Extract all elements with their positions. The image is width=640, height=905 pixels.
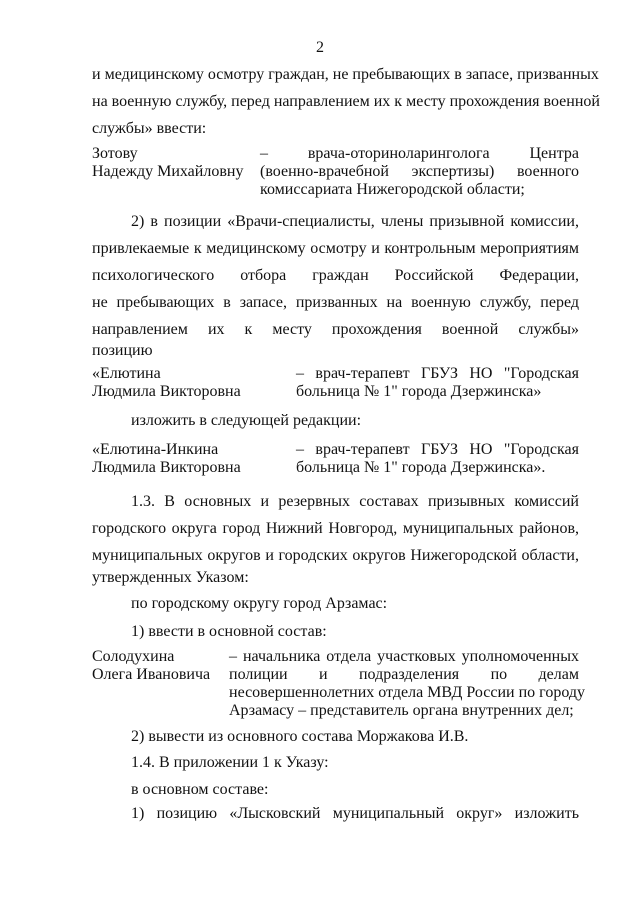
person-name: Людмила Викторовна <box>92 383 241 400</box>
position-text: полиции и подразделения по делам <box>229 666 579 683</box>
text-line: на военную службу, перед направлением их к месту прохождения военной <box>92 93 600 110</box>
person-name: Олега Ивановича <box>92 666 211 683</box>
text-line: психологического отбора граждан Российской Федерации, <box>92 267 579 284</box>
person-name: Людмила Викторовна <box>92 459 241 476</box>
text-line: службы» ввести: <box>92 120 207 137</box>
position-text: – врач-терапевт ГБУЗ НО "Городская <box>296 441 579 458</box>
text-line: городского округа город Нижний Новгород, муниципальных районов, <box>92 520 579 537</box>
person-name: Солодухина <box>92 648 175 665</box>
text-line: 1) позицию «Лысковский муниципальный округ» изложить <box>131 805 579 822</box>
text-line: не пребывающих в запасе, призванных на военную службу, перед <box>92 294 579 311</box>
position-text: больница № 1" города Дзержинска». <box>296 459 546 476</box>
text-line: в основном составе: <box>131 781 269 798</box>
position-text: больница № 1" города Дзержинска» <box>296 383 542 400</box>
position-text: (военно-врачебной экспертизы) военного <box>260 163 579 180</box>
text-line: 2) в позиции «Врачи-специалисты, члены призывной комиссии, <box>131 213 579 230</box>
text-line: 1.4. В приложении 1 к Указу: <box>131 754 329 771</box>
text-line: привлекаемые к медицинскому осмотру и контрольным мероприятиям <box>92 240 579 257</box>
person-name: Зотову <box>92 145 138 162</box>
position-text: несовершеннолетних отдела МВД России по городу <box>229 684 585 701</box>
person-name: Надежду Михайловну <box>92 163 244 180</box>
text-line: 2) вывести из основного состава Моржакова И.В. <box>131 728 469 745</box>
text-line: по городскому округу город Арзамас: <box>131 595 388 612</box>
text-line: направлением их к месту прохождения военной службы» <box>92 321 579 338</box>
text-line: утвержденных Указом: <box>92 569 249 586</box>
position-text: Арзамасу – представитель органа внутренних дел; <box>229 702 574 719</box>
position-text: – врач-терапевт ГБУЗ НО "Городская <box>296 365 579 382</box>
person-name: «Елютина <box>92 365 161 382</box>
text-line: 1) ввести в основной состав: <box>131 623 327 640</box>
person-name: «Елютина-Инкина <box>92 441 219 458</box>
text-line: позицию <box>92 342 153 359</box>
text-line: изложить в следующей редакции: <box>131 412 362 429</box>
text-line: 1.3. В основных и резервных составах призывных комиссий <box>131 493 579 510</box>
page-number: 2 <box>316 39 324 56</box>
position-text: – начальника отдела участковых уполномоченных <box>229 648 579 665</box>
text-line: муниципальных округов и городских округов Нижегородской области, <box>92 547 579 564</box>
position-text: – врача-оториноларинголога Центра <box>260 145 579 162</box>
position-text: комиссариата Нижегородской области; <box>260 181 525 198</box>
text-line: и медицинскому осмотру граждан, не пребывающих в запасе, призванных <box>92 66 599 83</box>
